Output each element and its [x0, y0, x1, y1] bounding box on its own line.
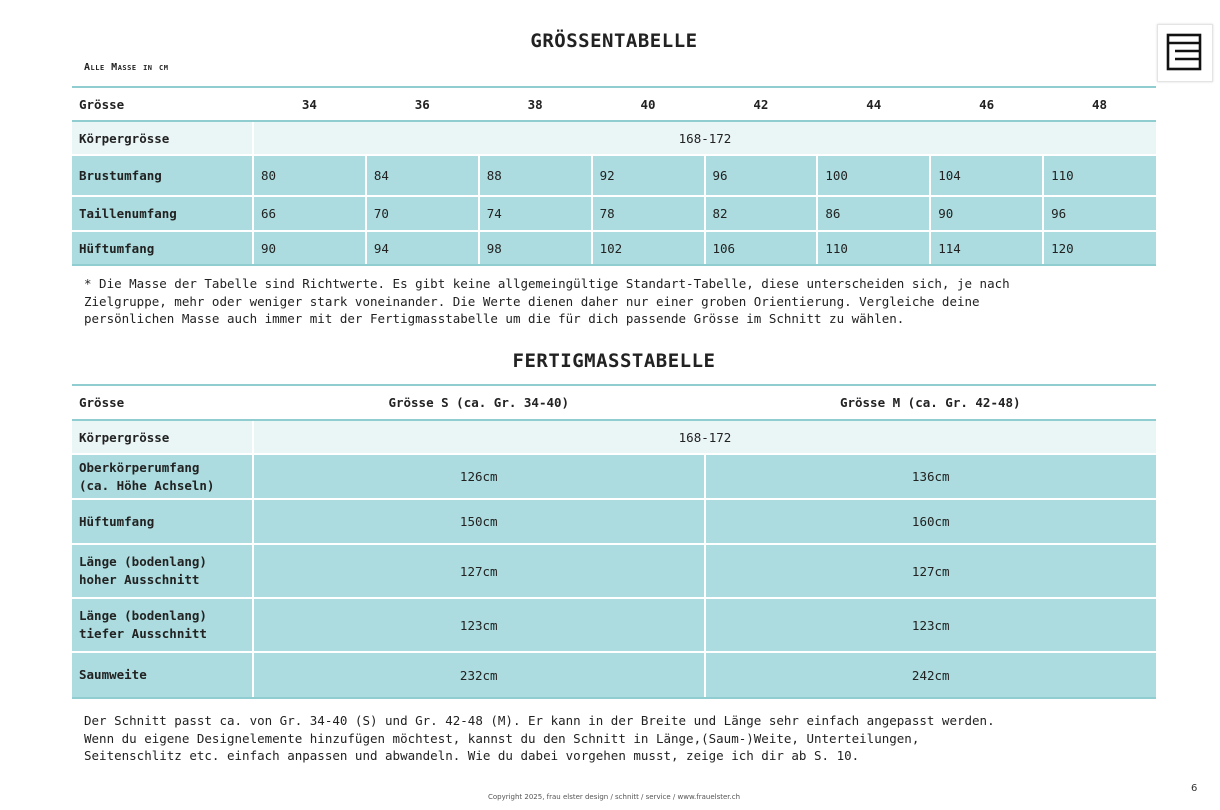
measurement-cell: 110 — [1043, 155, 1156, 196]
measurement-cell: 78 — [592, 196, 705, 231]
measurement-cell: 114 — [930, 231, 1043, 265]
finished-measurement-row — [72, 598, 1156, 652]
measurement-cell: 120 — [1043, 231, 1156, 265]
size-s-header: Grösse S (ca. Gr. 34-40) — [253, 385, 705, 420]
size-column-header: 36 — [366, 87, 479, 121]
measurement-cell: 100 — [817, 155, 930, 196]
finished-header-row — [72, 385, 1156, 420]
row-label: Oberkörperumfang (ca. Höhe Achseln) — [72, 454, 253, 499]
measurement-cell: 88 — [479, 155, 592, 196]
size-table-footnote: * Die Masse der Tabelle sind Richtwerte. Es gibt keine allgemeingültige Standart-Tabelle, diese unterscheiden sich, je nach Zielgruppe, mehr oder weniger stark voneinander. Die Werte dienen daher nur einer groben Orientierung. Vergleiche deine persönlichen Masse auch immer mit der Fertigmasstabelle um die für dich passende Grösse im Schnitt zu wählen. — [84, 276, 1010, 326]
finished-table-note: Der Schnitt passt ca. von Gr. 34-40 (S) und Gr. 42-48 (M). Er kann in der Breite und Länge sehr einfach angepasst werden. Wenn du eigene Designelemente hinzufügen möchtest, kannst du den Schnitt in Länge,(Saum-)Weite, Unterteilungen, Seitenschlitz etc. einfach anpassen und abwandeln. Wie du dabei vorgehen musst, zeige ich dir ab S. 10. — [84, 713, 995, 763]
finished-measurement-row — [72, 499, 1156, 544]
row-label: Länge (bodenlang) hoher Ausschnitt — [72, 544, 253, 598]
size-s-value: 232cm — [253, 652, 705, 698]
body-height-value: 168-172 — [253, 121, 1156, 155]
size-header-row — [72, 87, 1156, 121]
size-m-value: 123cm — [705, 598, 1157, 652]
body-height-row — [72, 121, 1156, 155]
size-column-header: 46 — [930, 87, 1043, 121]
measurement-cell: 110 — [817, 231, 930, 265]
size-m-value: 242cm — [705, 652, 1157, 698]
measurement-row — [72, 196, 1156, 231]
measurement-cell: 104 — [930, 155, 1043, 196]
finished-measurement-row — [72, 544, 1156, 598]
row-label: Körpergrösse — [72, 121, 253, 155]
measurement-row — [72, 231, 1156, 265]
size-header-label: Grösse — [72, 87, 253, 121]
measurement-cell: 90 — [253, 231, 366, 265]
measurement-cell: 96 — [1043, 196, 1156, 231]
size-column-header: 40 — [592, 87, 705, 121]
row-label: Taillenumfang — [72, 196, 253, 231]
finished-measurement-row — [72, 454, 1156, 499]
measurement-row — [72, 155, 1156, 196]
size-column-header: 44 — [817, 87, 930, 121]
size-table-title: GRÖSSENTABELLE — [530, 30, 698, 52]
size-column-header: 34 — [253, 87, 366, 121]
size-s-value: 123cm — [253, 598, 705, 652]
size-s-value: 127cm — [253, 544, 705, 598]
size-s-value: 126cm — [253, 454, 705, 499]
measurement-cell: 82 — [705, 196, 818, 231]
measurement-cell: 98 — [479, 231, 592, 265]
row-label: Länge (bodenlang) tiefer Ausschnitt — [72, 598, 253, 652]
copyright-footer: Copyright 2025, frau elster design / schnitt / service / www.frauelster.ch — [487, 793, 741, 801]
finished-header-label: Grösse — [72, 385, 253, 420]
measurement-cell: 106 — [705, 231, 818, 265]
finished-table-title: FERTIGMASSTABELLE — [512, 350, 716, 372]
size-table — [72, 86, 1156, 266]
body-height-value: 168-172 — [253, 420, 1156, 454]
finished-table — [72, 384, 1156, 699]
row-label: Saumweite — [72, 652, 253, 698]
size-column-header: 38 — [479, 87, 592, 121]
row-label: Körpergrösse — [72, 420, 253, 454]
measurement-cell: 86 — [817, 196, 930, 231]
measurement-cell: 96 — [705, 155, 818, 196]
page-number: 6 — [1191, 783, 1198, 794]
measurement-cell: 70 — [366, 196, 479, 231]
measurement-cell: 84 — [366, 155, 479, 196]
measurement-cell: 94 — [366, 231, 479, 265]
measurement-cell: 74 — [479, 196, 592, 231]
size-m-header: Grösse M (ca. Gr. 42-48) — [705, 385, 1157, 420]
row-label: Hüftumfang — [72, 231, 253, 265]
size-column-header: 48 — [1043, 87, 1156, 121]
measurement-cell: 92 — [592, 155, 705, 196]
size-s-value: 150cm — [253, 499, 705, 544]
size-column-header: 42 — [705, 87, 818, 121]
measurement-cell: 90 — [930, 196, 1043, 231]
row-label: Hüftumfang — [72, 499, 253, 544]
size-m-value: 136cm — [705, 454, 1157, 499]
measurement-cell: 66 — [253, 196, 366, 231]
size-m-value: 160cm — [705, 499, 1157, 544]
row-label: Brustumfang — [72, 155, 253, 196]
body-height-row — [72, 420, 1156, 454]
size-m-value: 127cm — [705, 544, 1157, 598]
units-note: Alle Masse in cm — [84, 62, 169, 73]
measurement-cell: 102 — [592, 231, 705, 265]
measurement-cell: 80 — [253, 155, 366, 196]
finished-measurement-row — [72, 652, 1156, 698]
